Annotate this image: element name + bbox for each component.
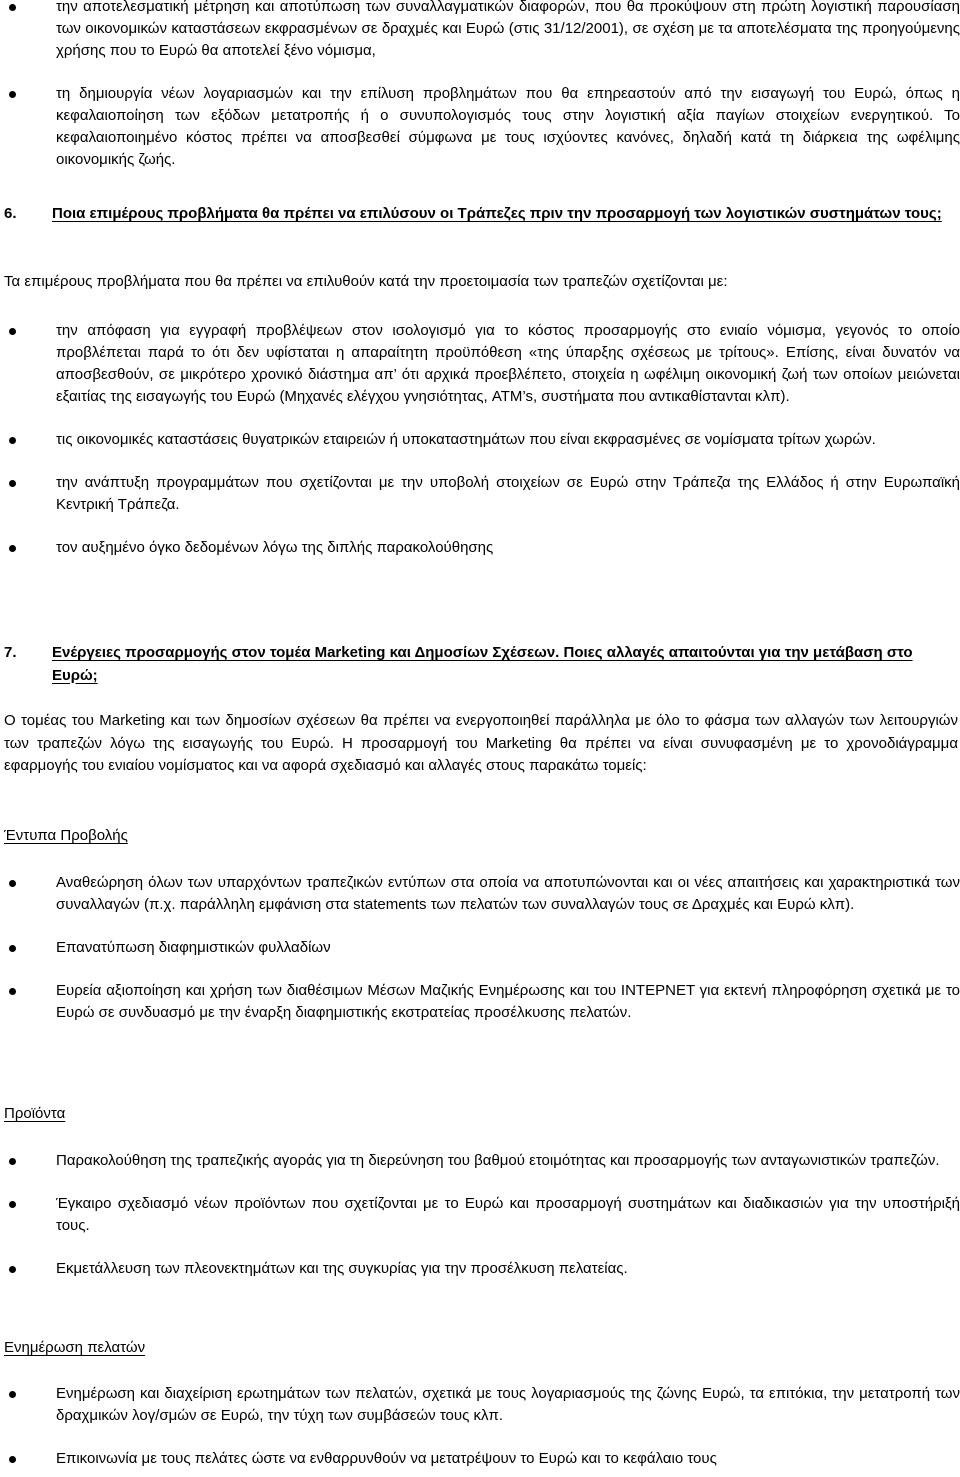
question-text: Ποια επιμέρους προβλήματα θα πρέπει να επιλύσουν οι Τράπεζες πριν την προσαρμογή των λογιστικών συστημάτων τους; [52,205,942,222]
paragraph-problems-intro: Τα επιμέρους προβλήματα που θα πρέπει να επιλυθούν κατά την προετοιμασία των τραπεζών σχετίζονται με: [4,273,728,290]
bullet-icon [9,1158,16,1165]
bullet-list-printed-material [0,872,960,1024]
paragraph-marketing: Ο τομέας του Marketing και των δημοσίων σχέσεων θα πρέπει να ενεργοποιηθεί παράλληλα με όλο το φάσμα των αλλαγών των λειτουργιών των τραπεζών λόγω της εισαγωγής του Ευρώ. Η προσαρμογή του Marketing θα πρέπει να είναι συνυφασμένη με το χρονοδιάγραμμα εφαρμογής του ενιαίου νομίσματος και να αφορά σχεδιασμό και αλλαγές στους παρακάτω τομείς: [4,712,958,774]
list-item: τις οικονομικές καταστάσεις θυγατρικών εταιρειών ή υποκαταστημάτων που είναι εκφρασμένες σε νομίσματα τρίτων χωρών. [0,429,960,451]
list-item: Έγκαιρο σχεδιασμό νέων προϊόντων που σχετίζονται με το Ευρώ και προσαρμογή συστημάτων και διαδικασιών για την υποστήριξή τους. [0,1193,960,1237]
list-item: Επανατύπωση διαφημιστικών φυλλαδίων [0,937,960,959]
bullet-icon [9,1456,16,1463]
list-item: τη δημιουργία νέων λογαριασμών και την επίλυση προβλημάτων που θα επηρεαστούν από την εισαγωγή του Ευρώ, όπως η κεφαλαιοποίηση των εξόδων μετατροπής ή ο συνυπολογισμός τους στην λογιστική αξία παγίων στοιχείων ενεργητικού. Το κεφαλαιοποιημένο κόστος πρέπει να αποσβεσθεί σύμφωνα με τους ισχύοντες κανόνες, δηλαδή κατά τη διάρκεια της ωφέλιμης οικονομικής ζωής. [0,83,960,171]
bullet-icon [9,880,16,887]
question-number: 7. [4,644,17,661]
bullet-icon [9,545,16,552]
section-heading-products: Προϊόντα [4,1105,66,1122]
list-item: Αναθεώρηση όλων των υπαρχόντων τραπεζικών εντύπων στα οποία να αποτυπώνονται και οι νέες απαιτήσεις και χαρακτηριστικά των συναλλαγών (π.χ. παράλληλη εμφάνιση στα statements των πελατών των συναλλαγών τους σε Δραχμές και Ευρώ κλπ). [0,872,960,916]
bullet-icon [9,1391,16,1398]
question-number: 6. [4,205,17,222]
bullet-list-customer-information [0,1383,960,1470]
section-heading-customer-information: Ενημέρωση πελατών [4,1339,146,1356]
bullet-icon [9,91,16,98]
bullet-icon [9,437,16,444]
question-6-heading [0,203,960,226]
bullet-icon [9,1266,16,1273]
list-item: Παρακολούθηση της τραπεζικής αγοράς για τη διερεύνηση του βαθμού ετοιμότητας και προσαρμογής των ανταγωνιστικών τραπεζών. [0,1150,960,1172]
bullet-list-products [0,1150,960,1280]
bullet-list-accounting [0,0,960,171]
bullet-list-problems [0,320,960,559]
list-item: την απόφαση για εγγραφή προβλέψεων στον ισολογισμό για το κόστος προσαρμογής στο ενιαίο νόμισμα, γεγονός το οποίο προβλέπεται παρά το ότι δεν υφίσταται η απαραίτητη προϋπόθεση «της ύπαρξης σχέσεως με τρίτους». Επίσης, είναι δυνατόν να αποσβεσθούν, σε μικρότερο χρονικό διάστημα απ’ ότι αρχικά προεβλέπετο, στοιχεία η ωφέλιμη οικονομική ζωή των οποίων μειώνεται εξαιτίας της εισαγωγής του Ευρώ (Μηχανές ελέγχου γνησιότητας, ATM’s, συστήματα που αντικαθίστανται κλπ). [0,320,960,408]
list-item: την ανάπτυξη προγραμμάτων που σχετίζονται με την υποβολή στοιχείων σε Ευρώ στην Τράπεζα της Ελλάδος ή στην Ευρωπαϊκή Κεντρική Τράπεζα. [0,472,960,516]
list-item: Εκμετάλλευση των πλεονεκτημάτων και της συγκυρίας για την προσέλκυση πελατείας. [0,1258,960,1280]
bullet-icon [9,4,16,11]
list-item: Επικοινωνία με τους πελάτες ώστε να ενθαρρυνθούν να μετατρέψουν το Ευρώ και το κεφάλαιο τους [0,1448,960,1470]
list-item: Ενημέρωση και διαχείριση ερωτημάτων των πελατών, σχετικά με τους λογαριασμούς της ζώνης Ευρώ, τα επιτόκια, την μετατροπή των δραχμικών λογ/σμών σε Ευρώ, την τύχη των συμβάσεών τους κλπ. [0,1383,960,1427]
list-item: Ευρεία αξιοποίηση και χρήση των διαθέσιμων Μέσων Μαζικής Ενημέρωσης και του ΙΝΤΕΡΝΕΤ για εκτενή πληροφόρηση σχετικά με το Ευρώ σε συνδυασμό με την έναρξη διαφημιστικής εκστρατείας προσέλκυσης πελατών. [0,980,960,1024]
question-7-heading [0,642,960,687]
list-item: την αποτελεσματική μέτρηση και αποτύπωση των συναλλαγματικών διαφορών, που θα προκύψουν στη πρώτη λογιστική παρουσίαση των οικονομικών καταστάσεων εκφρασμένων σε δραχμές και Ευρώ (στις 31/12/2001), σε σχέση με τα αποτελέσματα της προηγούμενης χρήσης που το Ευρώ θα αποτελεί ξένο νόμισμα, [0,0,960,62]
bullet-icon [9,1201,16,1208]
bullet-icon [9,480,16,487]
bullet-icon [9,988,16,995]
section-heading-printed-material: Έντυπα Προβολής [4,827,128,844]
list-item: τον αυξημένο όγκο δεδομένων λόγω της διπλής παρακολούθησης [0,537,960,559]
bullet-icon [9,945,16,952]
bullet-icon [9,328,16,335]
question-text: Ενέργειες προσαρμογής στον τομέα Marketing και Δημοσίων Σχέσεων. Ποιες αλλαγές απαιτούνται για την μετάβαση στο Ευρώ; [52,644,913,684]
